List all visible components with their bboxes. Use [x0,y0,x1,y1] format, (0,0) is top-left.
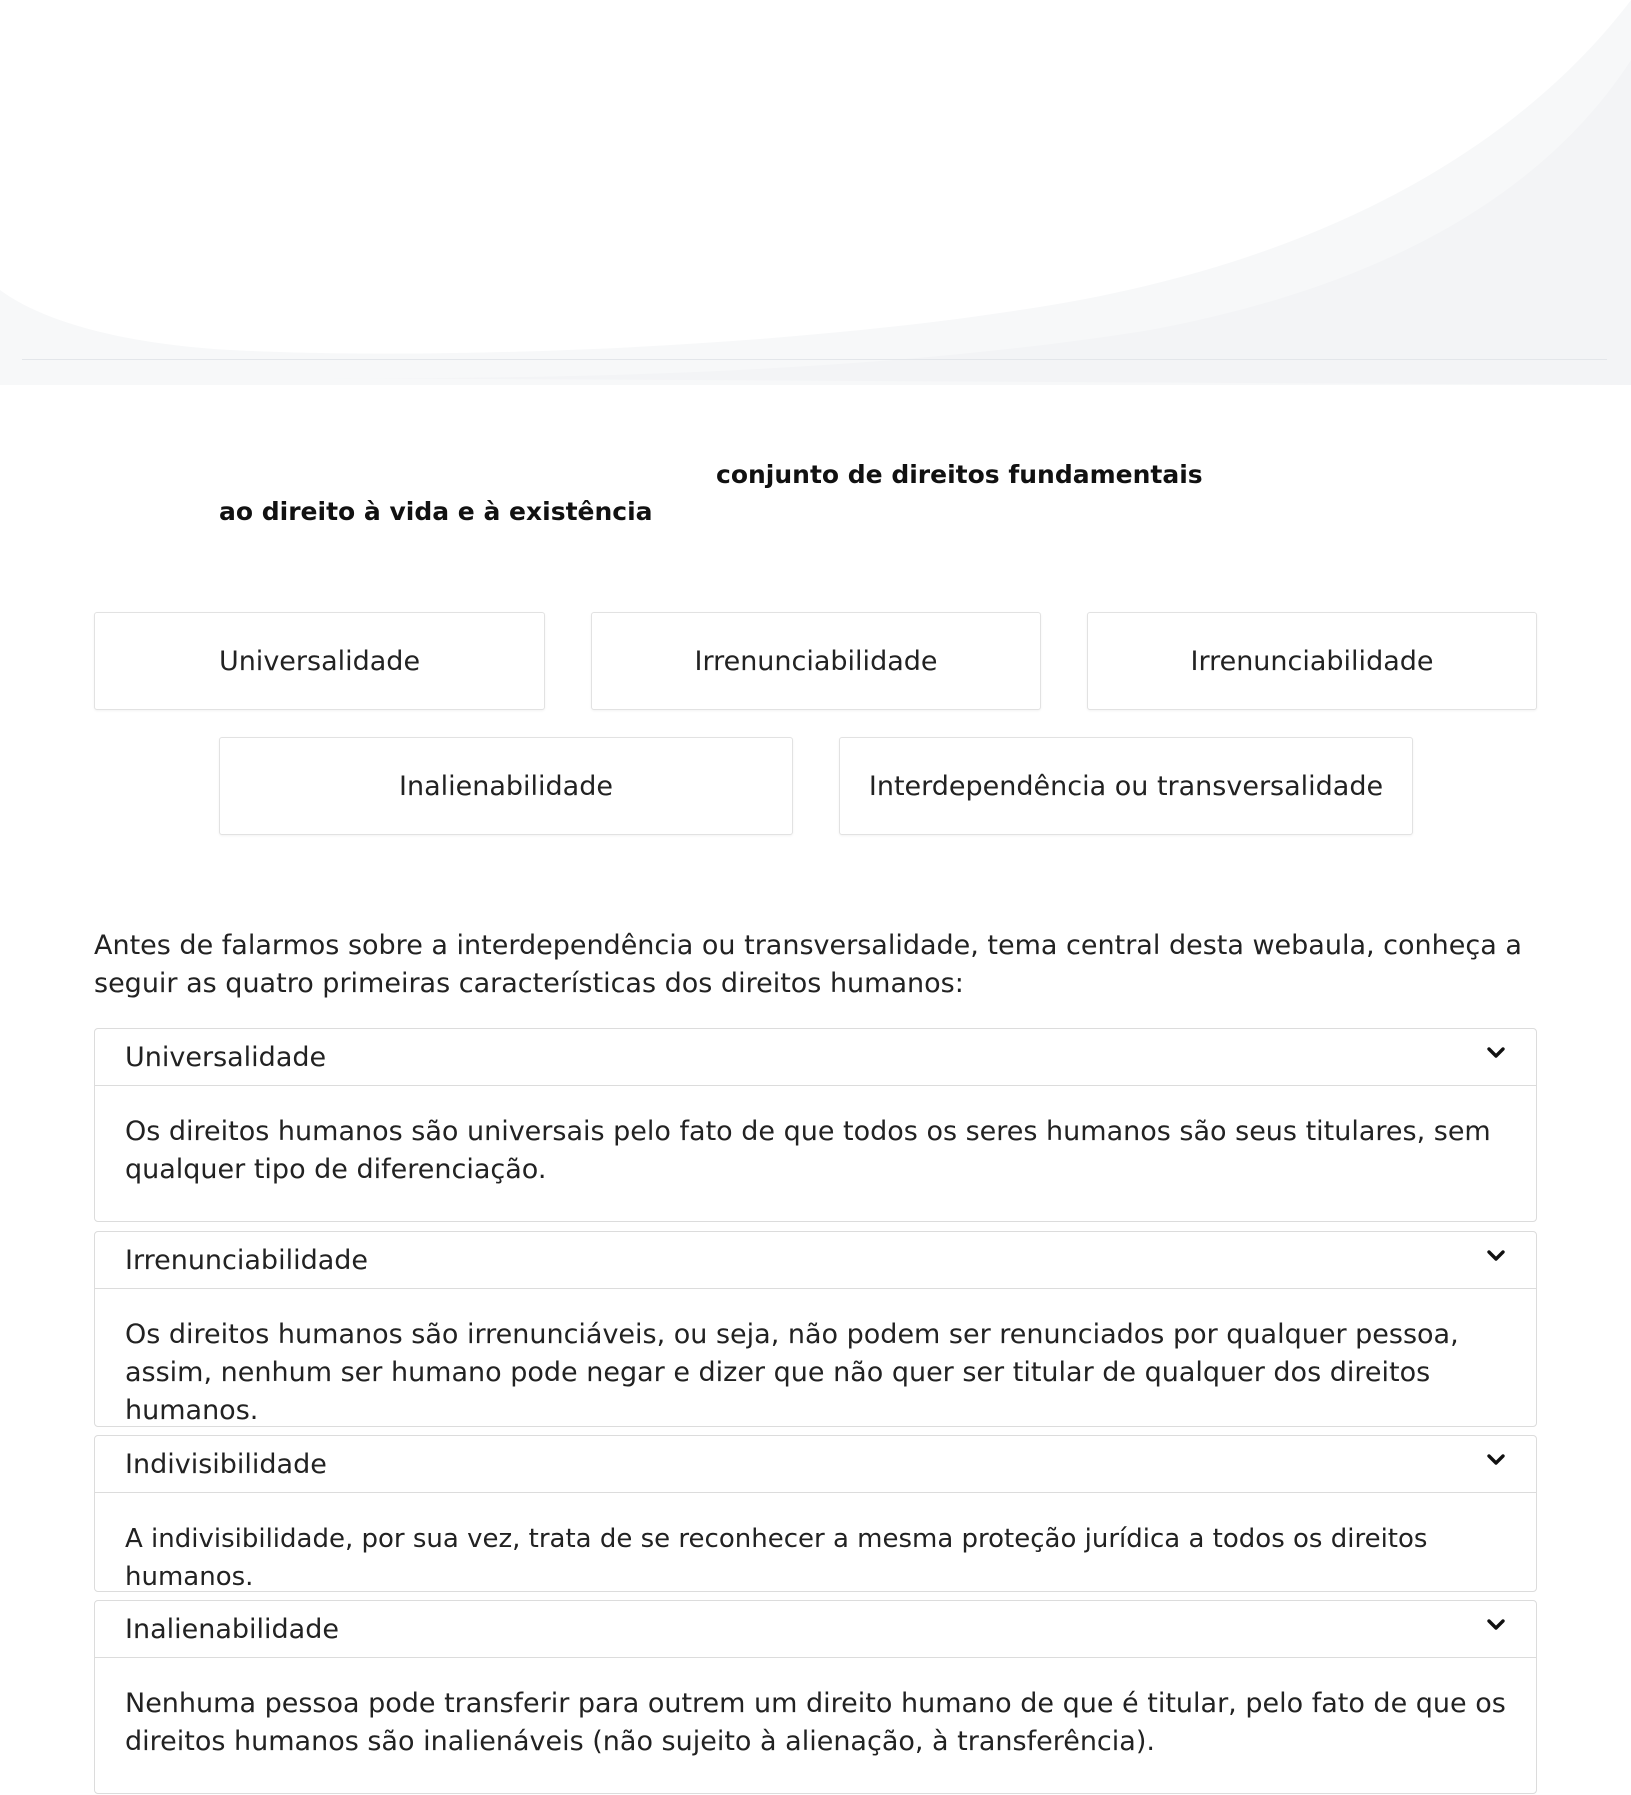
accordion-header-inalienabilidade[interactable] [95,1601,1536,1658]
intro-bold-phrase-2: ao direito à vida e à existência [219,497,653,526]
accordion-item-indivisibilidade [94,1435,1537,1592]
accordion-body: A indivisibilidade, por sua vez, trata de se reconhecer a mesma proteção jurídica a todos os direitos humanos. [125,1524,1428,1592]
accordion-body: Nenhuma pessoa pode transferir para outrem um direito humano de que é titular, pelo fato de que os direitos humanos são inalienáveis (não sujeito à alienação, à transferência). [125,1688,1506,1757]
hero-banner [0,0,1631,385]
chevron-down-icon [1486,1045,1506,1061]
hero-divider [22,359,1607,360]
accordion-item-inalienabilidade [94,1600,1537,1794]
accordion-body: Os direitos humanos são universais pelo fato de que todos os seres humanos são seus titulares, sem qualquer tipo de diferenciação. [125,1116,1491,1185]
accordion-item-irrenunciabilidade [94,1231,1537,1427]
accordion-header-universalidade[interactable] [95,1029,1536,1086]
accordion-title: Inalienabilidade [125,1613,339,1645]
accordion-item-universalidade [94,1028,1537,1222]
card-universalidade[interactable]: Universalidade [94,612,545,710]
accordion-body: Os direitos humanos são irrenunciáveis, ou seja, não podem ser renunciados por qualquer pessoa, assim, nenhum ser humano pode negar e dizer que não quer ser titular de qualquer dos direitos humanos. [125,1319,1459,1426]
accordion-title: Indivisibilidade [125,1448,327,1480]
accordion-header-irrenunciabilidade[interactable] [95,1232,1536,1289]
accordion-title: Universalidade [125,1041,327,1073]
accordion-header-indivisibilidade[interactable] [95,1436,1536,1493]
card-interdependencia[interactable]: Interdependência ou transversalidade [839,737,1413,835]
card-irrenunciabilidade-2[interactable]: Irrenunciabilidade [1087,612,1537,710]
card-inalienabilidade[interactable]: Inalienabilidade [219,737,793,835]
accordion-title: Irrenunciabilidade [125,1244,369,1276]
chevron-down-icon [1486,1248,1506,1264]
chevron-down-icon [1486,1452,1506,1468]
chevron-down-icon [1486,1617,1506,1633]
hero-wave-background [0,0,1631,385]
intro-bold-phrase-1: conjunto de direitos fundamentais [716,460,1203,489]
intro-paragraph: Antes de falarmos sobre a interdependência ou transversalidade, tema central desta webaula, conheça a seguir as quatro primeiras características dos direitos humanos: [94,930,1522,999]
card-irrenunciabilidade[interactable]: Irrenunciabilidade [591,612,1041,710]
